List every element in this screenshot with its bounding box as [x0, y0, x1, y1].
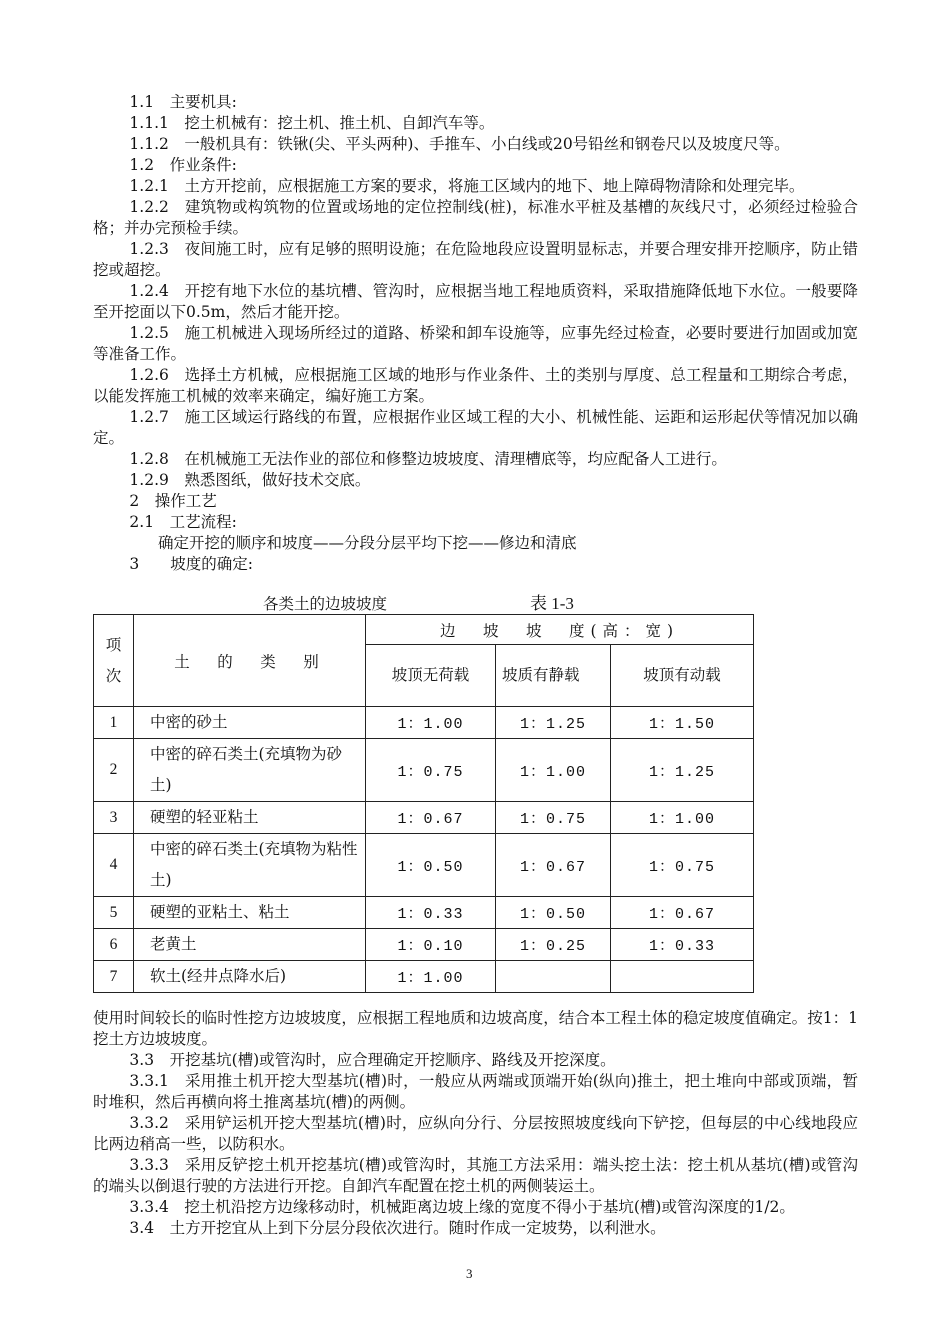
paragraph: 1.2.9 熟悉图纸，做好技术交底。: [129, 471, 371, 489]
dynamic-load-cell: 1：0.33: [611, 929, 754, 961]
row-index: 2: [94, 739, 134, 802]
slope-table: [93, 614, 754, 993]
paragraph: 使用时间较长的临时性挖方边坡坡度，应根据工程地质和边坡高度，结合本工程土体的稳定坡度值确定。按1：1挖土方边坡坡度。: [93, 1009, 858, 1048]
paragraph: 1.2.3 夜间施工时，应有足够的照明设施；在危险地段应设置明显标志，并要合理安排开挖顺序，防止错挖或超挖。: [93, 240, 858, 279]
table-row: [94, 929, 754, 961]
paragraph: 1.2.7 施工区域运行路线的布置，应根据作业区域工程的大小、机械性能、运距和运形起伏等情况加以确定。: [93, 408, 858, 447]
table-row: [94, 834, 754, 897]
paragraph: 1.2.6 选择土方机械，应根据施工区域的地形与作业条件、土的类别与厚度、总工程量和工期综合考虑，以能发挥施工机械的效率来确定，编好施工方案。: [93, 366, 858, 405]
header-dynamic-load: 坡顶有动载: [611, 645, 754, 707]
row-index: 5: [94, 897, 134, 929]
soil-type-cell: 软土(经井点降水后): [134, 961, 366, 993]
no-load-cell: 1：0.10: [366, 929, 496, 961]
dynamic-load-cell: 1：0.75: [611, 834, 754, 897]
paragraph: 3.3.2 采用铲运机开挖大型基坑(槽)时，应纵向分行、分层按照坡度线向下铲挖，但每层的中心线地段应比两边稍高一些，以防积水。: [93, 1114, 858, 1153]
soil-type-cell: 老黄土: [134, 929, 366, 961]
soil-type-cell: 中密的碎石类土(充填物为砂土): [134, 739, 366, 802]
header-slope-group: 边 坡 坡 度(高：宽): [366, 615, 754, 645]
paragraph: 1.2.4 开挖有地下水位的基坑槽、管沟时，应根据当地工程地质资料，采取措施降低地下水位。一般要降至开挖面以下0.5m，然后才能开挖。: [93, 282, 858, 321]
dynamic-load-cell: 1：1.00: [611, 802, 754, 834]
header-index-label: 项次: [105, 635, 128, 685]
static-load-cell: 1：0.25: [496, 929, 611, 961]
row-index: 4: [94, 834, 134, 897]
soil-type-cell: 中密的砂土: [134, 707, 366, 739]
no-load-cell: 1：0.50: [366, 834, 496, 897]
row-index: 6: [94, 929, 134, 961]
dynamic-load-cell: 1：1.50: [611, 707, 754, 739]
header-index: [94, 615, 134, 707]
soil-type-cell: 硬塑的亚粘土、粘土: [134, 897, 366, 929]
paragraph: 3.3.3 采用反铲挖土机开挖基坑(槽)或管沟时，其施工方法采用：端头挖土法：挖土机从基坑(槽)或管沟的端头以倒退行驶的方法进行开挖。自卸汽车配置在挖土机的两侧装运土。: [93, 1156, 858, 1195]
table-row: [94, 707, 754, 739]
paragraph: 3.3.4 挖土机沿挖方边缘移动时，机械距离边坡上缘的宽度不得小于基坑(槽)或管沟深度的1/2。: [129, 1198, 795, 1216]
table-row: [94, 897, 754, 929]
page-number: 3: [466, 1266, 473, 1281]
row-index: 1: [94, 707, 134, 739]
paragraph: 1.2.1 土方开挖前，应根据施工方案的要求，将施工区域内的地下、地上障碍物清除和处理完毕。: [129, 177, 805, 195]
no-load-cell: 1：0.67: [366, 802, 496, 834]
static-load-cell: 1：1.25: [496, 707, 611, 739]
dynamic-load-cell: 1：0.67: [611, 897, 754, 929]
paragraph: 1.2.2 建筑物或构筑物的位置或场地的定位控制线(桩)，标准水平桩及基槽的灰线尺寸，必须经过检验合格；并办完预检手续。: [93, 198, 858, 237]
table-caption: [93, 593, 753, 615]
paragraph: 1.2 作业条件:: [129, 156, 237, 174]
dynamic-load-cell: [611, 961, 754, 993]
section-materials-conditions: [93, 92, 858, 575]
paragraph: 3.3.1 采用推土机开挖大型基坑(槽)时，一般应从两端或顶端开始(纵向)推土，把土堆向中部或顶端，暂时堆积，然后再横向将土推离基坑(槽)的两侧。: [93, 1072, 858, 1111]
paragraph: 1.1.1 挖土机械有：挖土机、推土机、自卸汽车等。: [129, 114, 495, 132]
paragraph: 1.2.5 施工机械进入现场所经过的道路、桥梁和卸车设施等，应事先经过检查，必要时要进行加固或加宽等准备工作。: [93, 324, 858, 363]
soil-type-cell: 中密的碎石类土(充填物为粘性土): [134, 834, 366, 897]
table-row: [94, 802, 754, 834]
header-no-load: 坡顶无荷载: [366, 645, 496, 707]
paragraph: 1.1.2 一般机具有：铁锹(尖、平头两种)、手推车、小白线或20号铅丝和钢卷尺以及坡度尺等。: [129, 135, 790, 153]
static-load-cell: 1：0.50: [496, 897, 611, 929]
static-load-cell: [496, 961, 611, 993]
paragraph: 3.3 开挖基坑(槽)或管沟时，应合理确定开挖顺序、路线及开挖深度。: [129, 1051, 616, 1069]
paragraph: 3 坡度的确定:: [129, 555, 254, 573]
soil-type-cell: 硬塑的轻亚粘土: [134, 802, 366, 834]
header-soil-type: 土 的 类 别: [134, 615, 366, 707]
static-load-cell: 1：1.00: [496, 739, 611, 802]
no-load-cell: 1：0.75: [366, 739, 496, 802]
table-number: 表 1-3: [530, 594, 574, 613]
paragraph: 2.1 工艺流程:: [129, 513, 237, 531]
paragraph: 3.4 土方开挖宜从上到下分层分段依次进行。随时作成一定坡势，以利泄水。: [129, 1219, 666, 1237]
static-load-cell: 1：0.67: [496, 834, 611, 897]
table-row: [94, 739, 754, 802]
section-excavation: [93, 1008, 858, 1239]
dynamic-load-cell: 1：1.25: [611, 739, 754, 802]
paragraph: 1.1 主要机具:: [129, 93, 237, 111]
no-load-cell: 1：0.33: [366, 897, 496, 929]
table-title: 各类土的边坡坡度: [263, 595, 388, 613]
row-index: 3: [94, 802, 134, 834]
no-load-cell: 1：1.00: [366, 961, 496, 993]
paragraph: 1.2.8 在机械施工无法作业的部位和修整边坡坡度、清理槽底等，均应配备人工进行。: [129, 450, 727, 468]
table-row: [94, 961, 754, 993]
no-load-cell: 1：1.00: [366, 707, 496, 739]
header-static-load: 坡质有静载: [496, 645, 611, 707]
row-index: 7: [94, 961, 134, 993]
paragraph: 2 操作工艺: [129, 492, 217, 510]
static-load-cell: 1：0.75: [496, 802, 611, 834]
paragraph: 确定开挖的顺序和坡度——分段分层平均下挖——修边和清底: [158, 534, 577, 552]
